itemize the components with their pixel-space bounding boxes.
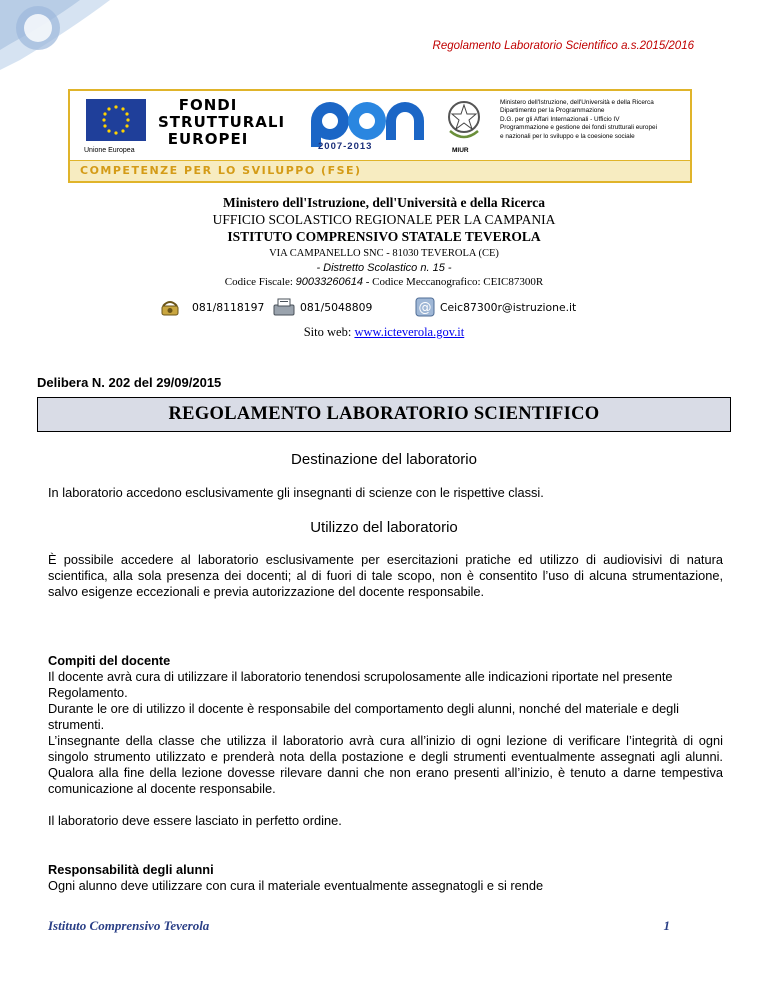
paragraph-responsabilita: Ogni alunno deve utilizzare con cura il materiale eventualmente assegnatogli e si rende — [48, 878, 544, 893]
paragraph-compiti-2: Durante le ore di utilizzo il docente è responsabile del comportamento degli alunni, nonché del materiale e degli strumenti. — [48, 701, 679, 732]
ministry-line: e nazionali per lo sviluppo e la coesione sociale — [500, 132, 635, 140]
codice-fiscale-value: 90033260614 — [295, 276, 363, 288]
footer-page-number: 1 — [663, 918, 670, 933]
letterhead-istituto: ISTITUTO COMPRENSIVO STATALE TEVEROLA — [227, 229, 541, 244]
letterhead — [0, 194, 768, 290]
phone-number: 081/8118197 — [192, 301, 265, 314]
website-link[interactable]: www.icteverola.gov.it — [354, 325, 465, 339]
competenze-label: COMPETENZE PER LO SVILUPPO (FSE) — [80, 164, 362, 177]
competenze-strip — [70, 160, 690, 181]
pon-years: 2007-2013 — [318, 141, 373, 152]
paragraph-compiti-3: L’insegnante della classe che utilizza il laboratorio avrà cura all’inizio di ogni lezione di verificare l’integrità di ogni singolo strumento utilizzato e prenderà nota della postazione e degli strumenti eventualmente assegnati agli alunni. Qualora alla fine della lezione dovesse rilevare danni che non erano presenti all’inizio, è tenuto a darne tempestiva comunicazione al docente responsabile. — [48, 733, 723, 796]
paragraph-compiti-4: Il laboratorio deve essere lasciato in perfetto ordine. — [48, 813, 342, 828]
ministry-line: D.G. per gli Affari Internazionali - Ufficio IV — [500, 115, 620, 123]
running-header: Regolamento Laboratorio Scientifico a.s.2015/2016 — [432, 40, 694, 52]
heading-utilizzo: Utilizzo del laboratorio — [310, 519, 458, 536]
fax-icon — [272, 297, 296, 317]
website-line — [0, 325, 768, 340]
page-corner-decoration — [0, 0, 120, 70]
document-title: REGOLAMENTO LABORATORIO SCIENTIFICO — [37, 397, 731, 432]
phone-icon — [160, 297, 180, 317]
letterhead-codes — [0, 275, 768, 290]
email-address: Ceic87300r@istruzione.it — [440, 301, 577, 314]
letterhead-ufficio: UFFICIO SCOLASTICO REGIONALE PER LA CAMPANIA — [212, 212, 556, 227]
svg-text:@: @ — [418, 300, 432, 316]
email-icon — [415, 297, 435, 317]
paragraph-destinazione: In laboratorio accedono esclusivamente gli insegnanti di scienze con le rispettive classi. — [48, 485, 544, 500]
paragraph-compiti-1: Il docente avrà cura di utilizzare il laboratorio tenendosi scrupolosamente alle indicazioni riportate nel presente Regolamento. — [48, 669, 673, 700]
fondi-line: FONDI — [178, 96, 238, 114]
miur-label: MIUR — [452, 147, 469, 154]
heading-destinazione: Destinazione del laboratorio — [291, 451, 477, 468]
ministry-line: Ministero dell'Istruzione, dell'Università e della Ricerca — [500, 99, 654, 106]
footer-institute: Istituto Comprensivo Teverola — [48, 918, 210, 933]
paragraph-utilizzo: È possibile accedere al laboratorio esclusivamente per esercitazioni pratiche ed utilizzo di audiovisivi di natura scientifica, alla sola presenza dei docenti; al di fuori di tale scopo, non è consentito l’uso di alcuna strumentazione, salvo esigenze eccezionali e previa autorizzazione del docente responsabile. — [48, 552, 723, 599]
letterhead-ministero: Ministero dell'Istruzione, dell'Università e della Ricerca — [223, 195, 545, 210]
codice-fiscale-label: Codice Fiscale: — [224, 276, 293, 288]
fondi-line: STRUTTURALI — [158, 113, 286, 131]
delibera-number: Delibera N. 202 del 29/09/2015 — [37, 375, 222, 390]
italian-republic-emblem-icon — [446, 99, 482, 143]
ministry-text-block — [500, 99, 690, 141]
pon-banner — [68, 89, 692, 183]
fondi-strutturali-logo — [158, 96, 286, 148]
heading-responsabilita-alunni: Responsabilità degli alunni — [48, 862, 214, 877]
ministry-line: Programmazione e gestione dei fondi strutturali europei — [500, 124, 658, 132]
letterhead-distretto: - Distretto Scolastico n. 15 - — [316, 262, 452, 274]
codice-meccanografico: - Codice Meccanografico: CEIC87300R — [365, 276, 544, 288]
eu-label: Unione Europea — [84, 147, 135, 154]
ministry-line: Dipartimento per la Programmazione — [500, 107, 605, 115]
website-label: Sito web: — [303, 325, 352, 339]
fax-number: 081/5048809 — [300, 301, 373, 314]
fondi-line: EUROPEI — [167, 130, 249, 148]
letterhead-address: VIA CAMPANELLO SNC - 81030 TEVEROLA (CE) — [269, 248, 499, 259]
heading-compiti-docente: Compiti del docente — [48, 653, 171, 668]
eu-flag-icon — [86, 99, 146, 141]
